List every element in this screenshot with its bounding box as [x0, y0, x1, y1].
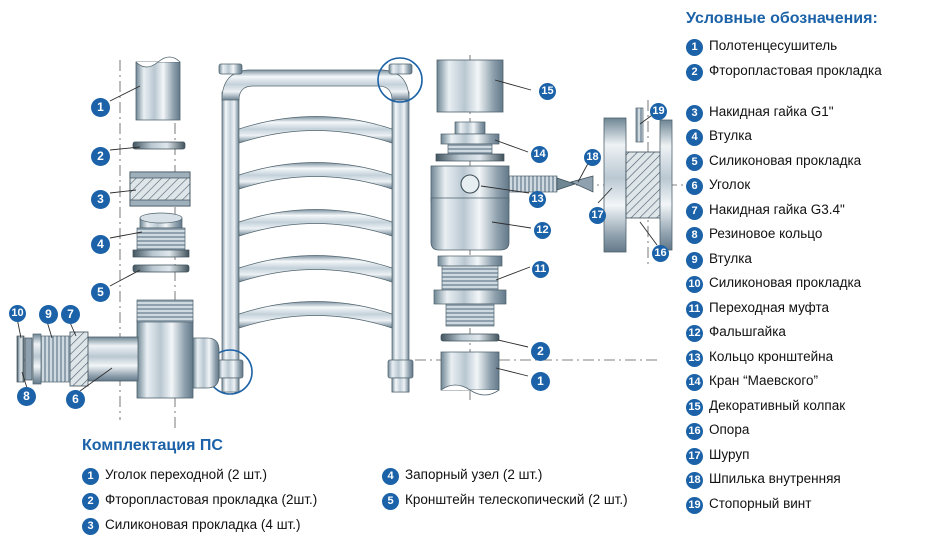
legend-item	[686, 202, 845, 220]
legend-item-number: 9	[686, 252, 703, 269]
callout-1: 1	[531, 372, 550, 391]
kit-item-label: Уголок переходной (2 шт.)	[105, 467, 267, 482]
legend-item-number: 3	[686, 105, 703, 122]
legend-item	[686, 153, 861, 171]
legend-item-label: Фальшгайка	[709, 324, 786, 339]
legend-item-label: Кольцо кронштейна	[709, 348, 834, 364]
callout-9: 9	[39, 305, 58, 324]
callout-3: 3	[91, 190, 110, 209]
wall-support-assembly	[571, 108, 672, 252]
legend-item	[686, 226, 822, 244]
legend-item	[686, 63, 882, 81]
kit-item-number: 1	[82, 468, 99, 485]
legend-item-number: 15	[686, 399, 703, 416]
legend-item-number: 12	[686, 325, 703, 342]
kit-item-number: 4	[382, 468, 399, 485]
legend-item-label: Переходная муфта	[709, 299, 830, 315]
callout-2: 2	[531, 342, 550, 361]
callout-16: 16	[652, 245, 669, 262]
legend-item-number: 18	[686, 472, 703, 489]
callout-19: 19	[650, 103, 667, 120]
legend-item	[686, 251, 752, 269]
legend-item-label: Уголок	[709, 177, 751, 192]
callout-15: 15	[539, 83, 556, 100]
legend-item-label: Силиконовая прокладка	[709, 152, 862, 168]
legend-item-number: 1	[686, 39, 703, 56]
legend-item-number: 19	[686, 497, 703, 514]
kit-item-label: Запорный узел (2 шт.)	[405, 467, 543, 482]
callout-17: 17	[589, 207, 606, 224]
legend-item-label: Кран “Маевского”	[709, 373, 818, 388]
callout-18: 18	[584, 149, 601, 166]
callout-13: 13	[529, 191, 546, 208]
callout-2: 2	[91, 147, 110, 166]
legend-item-label: Накидная гайка G3.4"	[709, 201, 845, 217]
callout-5: 5	[91, 283, 110, 302]
legend-item-number: 2	[686, 64, 703, 81]
callout-14: 14	[531, 146, 548, 163]
towel-rail	[218, 64, 413, 392]
legend-item-label: Накидная гайка G1"	[709, 103, 834, 119]
legend-item	[686, 104, 834, 122]
legend-item	[686, 447, 749, 465]
legend-item-label: Шуруп	[709, 446, 750, 462]
legend-item-number: 8	[686, 227, 703, 244]
kit-item	[82, 517, 300, 535]
kit-item-number: 5	[382, 493, 399, 510]
legend-item-number: 10	[686, 276, 703, 293]
callout-10: 10	[9, 305, 26, 322]
legend-item-label: Втулка	[709, 128, 752, 143]
legend-item-label: Резиновое кольцо	[709, 226, 823, 241]
callout-8: 8	[17, 387, 36, 406]
legend-item-label: Втулка	[709, 250, 752, 266]
kit-item	[82, 467, 267, 485]
kit-item-number: 2	[82, 493, 99, 510]
legend-item-label: Стопорный винт	[709, 495, 812, 511]
left-exploded-parts	[130, 57, 190, 272]
right-exploded-parts	[431, 60, 575, 395]
legend-item-label: Опора	[709, 422, 750, 437]
legend-title: Условные обозначения:	[686, 10, 878, 27]
kit-item	[82, 492, 317, 510]
kit-item-number: 3	[82, 518, 99, 535]
legend-item-number: 14	[686, 374, 703, 391]
legend-item	[686, 349, 833, 367]
callout-4: 4	[91, 235, 110, 254]
callout-11: 11	[532, 261, 549, 278]
legend-item-number: 16	[686, 423, 703, 440]
kit-item-label: Силиконовая прокладка (4 шт.)	[105, 517, 301, 532]
callout-1: 1	[91, 98, 110, 117]
legend-item	[686, 128, 752, 146]
legend-item-label: Шпилька внутренняя	[709, 471, 841, 486]
kit-item-label: Кронштейн телескопический (2 шт.)	[405, 492, 628, 507]
legend-item-label: Полотенцесушитель	[709, 38, 838, 53]
kit-item	[382, 467, 542, 485]
kit-item	[382, 492, 628, 510]
legend-item	[686, 398, 845, 416]
callout-7: 7	[61, 305, 80, 324]
legend-item-label: Фторопластовая прокладка	[709, 62, 882, 78]
legend-item-number: 11	[686, 301, 703, 318]
legend-item	[686, 300, 829, 318]
kit-title: Комплектация ПС	[82, 437, 223, 454]
callout-6: 6	[66, 390, 85, 409]
legend-item-label: Силиконовая прокладка	[709, 275, 862, 290]
legend-item	[686, 422, 749, 440]
legend-item-number: 17	[686, 448, 703, 465]
legend-item-number: 4	[686, 129, 703, 146]
legend-item	[686, 373, 818, 391]
callout-12: 12	[534, 222, 551, 239]
legend-item-label: Декоративный колпак	[709, 397, 846, 413]
legend-item	[686, 275, 861, 293]
legend-item	[686, 38, 837, 56]
legend-item-number: 7	[686, 203, 703, 220]
legend-item	[686, 496, 811, 514]
legend-item	[686, 177, 750, 195]
legend-item-number: 5	[686, 154, 703, 171]
kit-item-label: Фторопластовая прокладка (2шт.)	[105, 492, 318, 507]
legend-item-number: 13	[686, 350, 703, 367]
legend-item	[686, 471, 841, 489]
legend-item	[686, 324, 786, 342]
legend-item-number: 6	[686, 178, 703, 195]
